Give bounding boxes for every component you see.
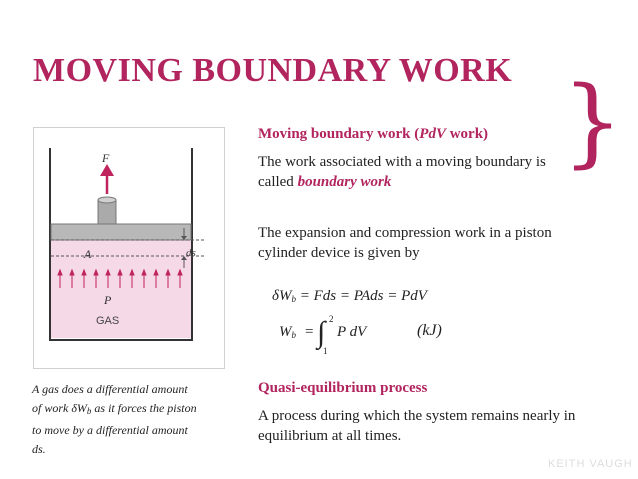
boundary-work-definition bbox=[258, 152, 548, 192]
piston-head bbox=[51, 224, 191, 240]
force-arrow-head bbox=[100, 164, 114, 176]
piston-cylinder-figure bbox=[33, 127, 225, 369]
area-label: A bbox=[84, 247, 92, 261]
definition-emphasis: boundary work bbox=[297, 174, 392, 190]
caption-line-2a: of work δW bbox=[32, 401, 87, 415]
figure-caption bbox=[32, 380, 232, 459]
caption-line-3: to move by a differential amount bbox=[32, 423, 188, 437]
decorative-brace: } bbox=[562, 66, 624, 178]
section-heading-quasi-equilibrium: Quasi-equilibrium process bbox=[258, 380, 428, 396]
eq1-sub: b bbox=[291, 294, 296, 304]
eq2-w-symbol: W bbox=[279, 324, 292, 340]
section-heading-moving-boundary bbox=[258, 126, 488, 143]
integral-sign: ∫ bbox=[317, 316, 326, 349]
integral-lower-limit: 1 bbox=[323, 346, 328, 356]
eq1-delta: δW bbox=[272, 288, 292, 304]
ds-label: ds bbox=[186, 247, 196, 259]
gas-label: GAS bbox=[96, 315, 120, 327]
gas-region bbox=[51, 240, 191, 338]
definition-text: The work associated with a moving boundary is called bbox=[258, 154, 546, 190]
quasi-equilibrium-definition: A process during which the system remains nearly in equilibrium at all times. bbox=[258, 408, 576, 444]
heading1-prefix: Moving boundary work ( bbox=[258, 126, 420, 142]
integral-upper-limit: 2 bbox=[329, 314, 334, 324]
caption-line-2-sub: b bbox=[86, 406, 92, 416]
slide-title: MOVING BOUNDARY WORK bbox=[33, 52, 513, 89]
author-watermark: KEITH VAUGH bbox=[548, 458, 633, 470]
eq1-rest: = Fds = PAds = PdV bbox=[295, 288, 427, 304]
pressure-label: P bbox=[104, 293, 112, 307]
caption-line-2b: as it forces the piston bbox=[91, 401, 197, 415]
equation-integral-work bbox=[279, 314, 479, 358]
piston-rod-top bbox=[98, 197, 116, 203]
eq2-equals: = bbox=[305, 324, 314, 340]
heading1-italic: PdV bbox=[419, 126, 446, 142]
eq2-w bbox=[279, 324, 296, 341]
piston-rod bbox=[98, 200, 116, 224]
units: (kJ) bbox=[417, 322, 442, 339]
eq2-sub: b bbox=[291, 330, 296, 340]
piston-cylinder-diagram bbox=[34, 128, 224, 368]
heading1-suffix: work) bbox=[445, 126, 489, 142]
caption-line-4: ds. bbox=[32, 442, 46, 456]
force-label: F bbox=[102, 151, 110, 165]
integrand: P dV bbox=[337, 324, 367, 340]
equation-differential-work bbox=[272, 288, 427, 305]
expansion-work-text: The expansion and compression work in a piston cylinder device is given by bbox=[258, 225, 552, 261]
caption-line-1: A gas does a differential amount bbox=[32, 382, 188, 396]
